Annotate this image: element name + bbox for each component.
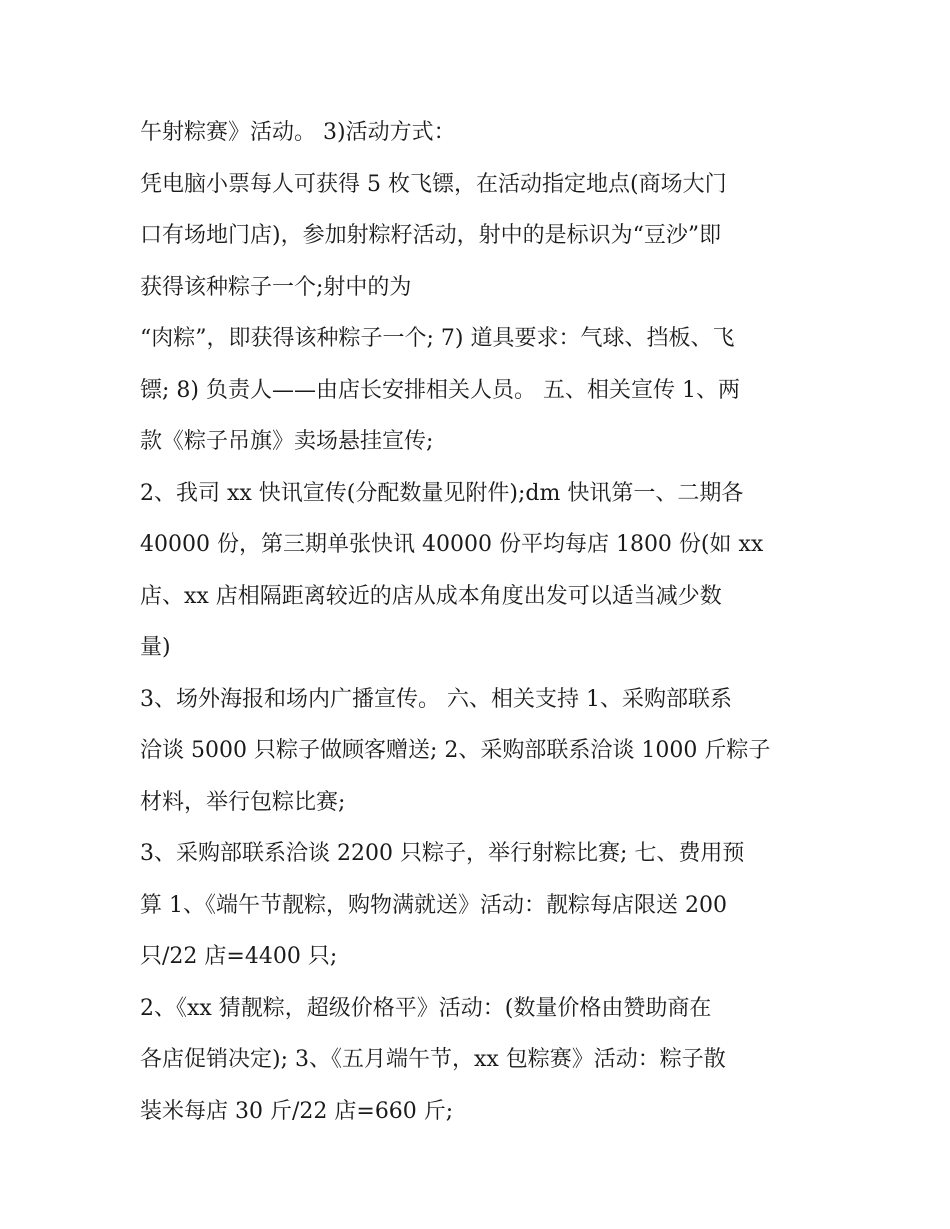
text-line-3: 口有场地门店)，参加射粽籽活动，射中的是标识为“豆沙”即 — [140, 223, 722, 248]
text-line-16: 算 1、《端午节靓粽，购物满就送》活动：靓粽每店限送 200 — [140, 892, 727, 918]
text-line-1: 午射粽赛》活动。 3)活动方式： — [140, 120, 456, 145]
document-body — [140, 107, 810, 1137]
text-line-7: 款《粽子吊旗》卖场悬挂宣传; — [140, 429, 434, 454]
text-line-5: “肉粽”，即获得该种粽子一个; 7) 道具要求：气球、挡板、飞 — [140, 326, 735, 351]
text-line-12: 3、场外海报和场内广播宣传。 六、相关支持 1、采购部联系 — [140, 686, 732, 712]
text-line-13: 洽谈 5000 只粽子做顾客赠送; 2、采购部联系洽谈 1000 斤粽子 — [140, 738, 771, 763]
text-line-2: 凭电脑小票每人可获得 5 枚飞镖，在活动指定地点(商场大门 — [140, 171, 727, 197]
text-line-20: 装米每店 30 斤/22 店=660 斤; — [140, 1098, 454, 1124]
text-line-6: 镖; 8) 负责人——由店长安排相关人员。 五、相关宣传 1、两 — [140, 377, 740, 403]
text-line-10: 店、xx 店相隔距离较近的店从成本角度出发可以适当减少数 — [140, 583, 722, 609]
text-line-19: 各店促销决定); 3、《五月端午节，xx 包粽赛》活动：粽子散 — [140, 1047, 726, 1072]
text-line-4: 获得该种粽子一个;射中的为 — [140, 274, 412, 300]
text-line-14: 材料，举行包粽比赛; — [140, 789, 346, 815]
text-line-11: 量) — [140, 635, 171, 660]
text-line-8: 2、我司 xx 快讯宣传(分配数量见附件);dm 快讯第一、二期各 — [140, 480, 744, 506]
text-line-17: 只/22 店=4400 只; — [140, 944, 338, 969]
text-line-15: 3、采购部联系洽谈 2200 只粽子，举行射粽比赛; 七、费用预 — [140, 841, 745, 866]
text-line-9: 40000 份，第三期单张快讯 40000 份平均每店 1800 份(如 xx — [140, 532, 764, 557]
text-line-18: 2、《xx 猜靓粽，超级价格平》活动：(数量价格由赞助商在 — [140, 995, 712, 1021]
